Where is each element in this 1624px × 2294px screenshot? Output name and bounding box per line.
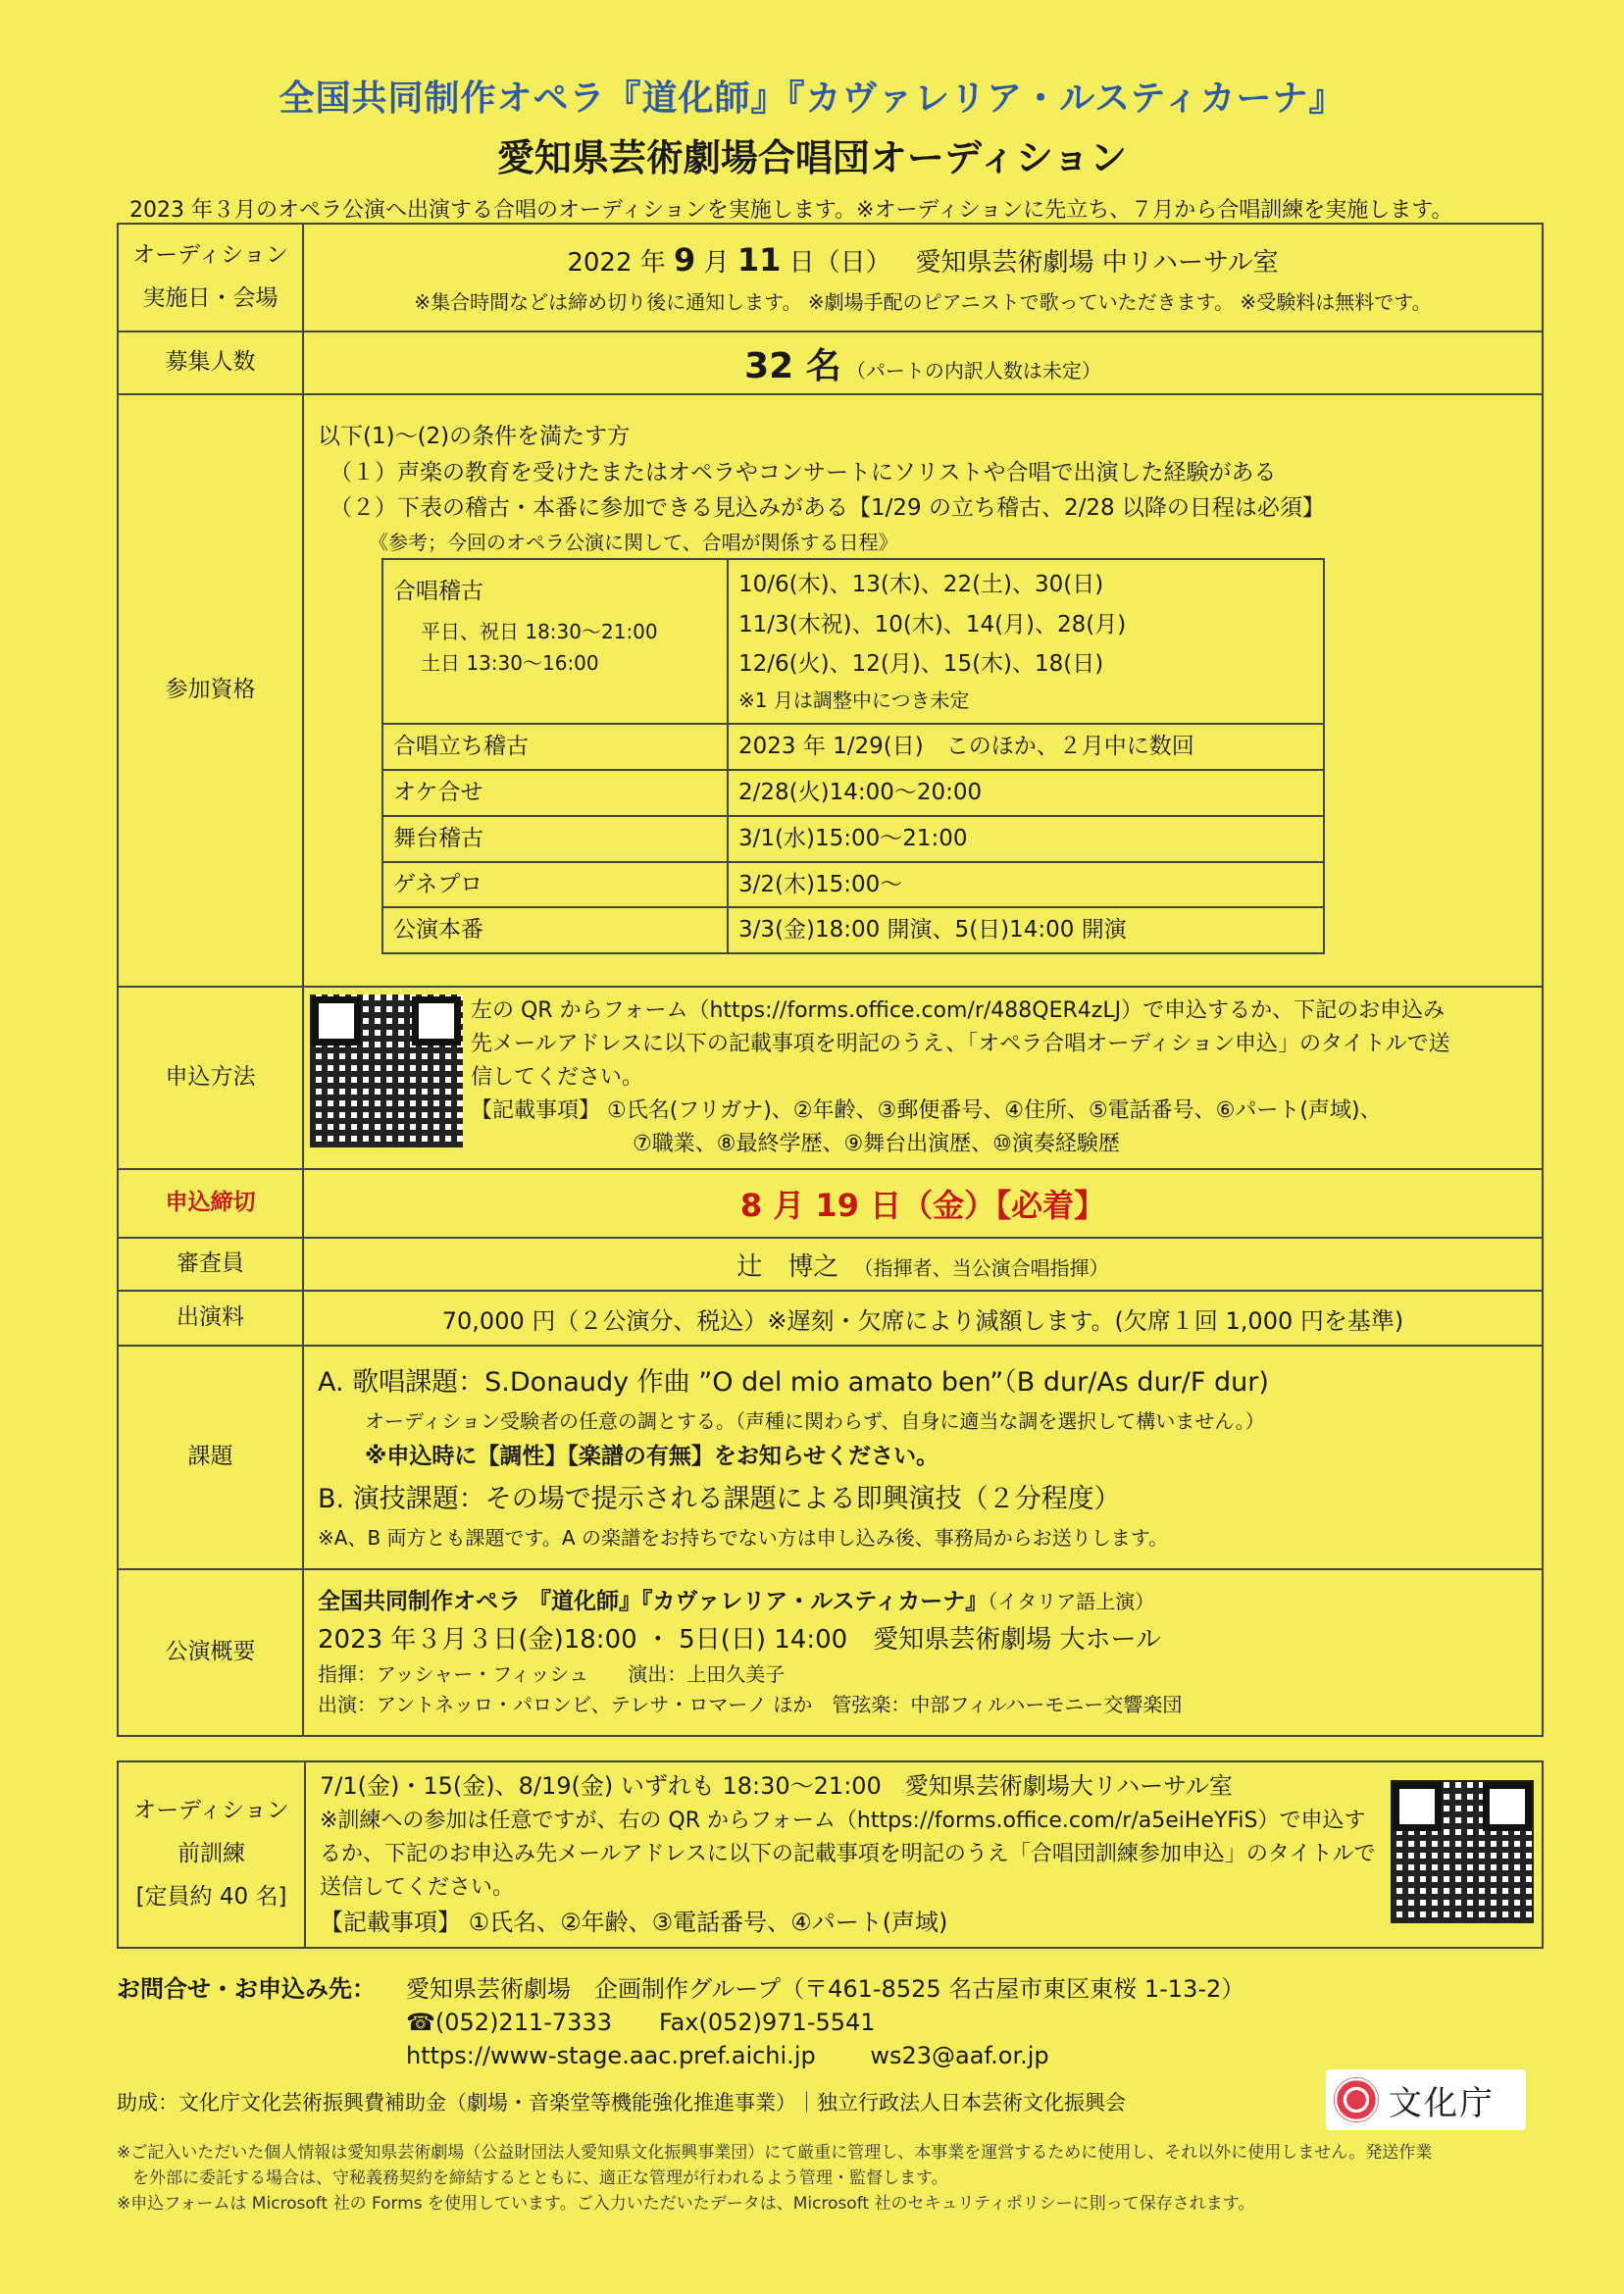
audition-notes: ※集合時間などは締め切り後に通知します。 ※劇場手配のピアニストで歌っていただきます。 ※受験料は無料です。 [414, 289, 1432, 314]
audition-content: 2022 年 9 月 11 日（日） 愛知県芸術劇場 中リハーサル室 ※集合時間などは締め切り後に通知します。 ※劇場手配のピアニストで歌っていただきます。 ※受験料は無料です。 [303, 224, 1543, 331]
forms-note: ※申込フォームは Microsoft 社の Forms を使用しています。ご入力いただいたデータは、Microsoft 社のセキュリティポリシーに則って保存されます。 [117, 2194, 1255, 2214]
info-table [117, 223, 1544, 1737]
schedule-row: 公演本番 3/3(金)18:00 開演、5(日)14:00 開演 [382, 907, 1324, 953]
fee-value: 70,000 円（２公演分、税込）※遅刻・欠席により減額します。(欠席１回 1,000 円を基準) [303, 1291, 1543, 1346]
apply-label: 申込方法 [118, 987, 303, 1169]
contact-org: 愛知県芸術劇場 企画制作グループ（〒461-8525 名古屋市東区東桜 1-13-2） [406, 1975, 1245, 2003]
recruit-content: 32 名 （パートの内訳人数は未定） [303, 331, 1543, 394]
schedule-row: オケ合せ 2/28(火)14:00～20:00 [382, 770, 1324, 816]
recruit-count: 32 名 [744, 345, 841, 386]
contact-web-email[interactable]: https://www-stage.aac.pref.aichi.jp ws23@aaf.or.jp [406, 2042, 1049, 2069]
contact-phone: ☎(052)211-7333 Fax(052)971-5541 [406, 2009, 876, 2036]
schedule-row: 舞台稽古 3/1(水)15:00～21:00 [382, 816, 1324, 862]
deadline-value: 8 月 19 日（金）【必着】 [303, 1169, 1543, 1238]
contact-label: お問合せ・お申込み先： [117, 1975, 376, 2003]
schedule-table [381, 558, 1325, 954]
privacy-note-1: ※ご記入いただいた個人情報は愛知県芸術劇場（公益財団法人愛知県文化振興事業団）にて厳重に管理し、本事業を運営するために使用し、それ以外に使用しません。発送作業 [117, 2143, 1433, 2163]
training-table [117, 1760, 1544, 1949]
training-content: 7/1(金)・15(金)、8/19(金) いずれも 18:30～21:00 愛知県芸術劇場大リハーサル室 ※訓練への参加は任意ですが、右の QR からフォーム（https://forms.office.com/r/a5eiHeYFiS）で申込す るか、下記のお申込み先メールアドレスに以下の記載事項を明記のうえ「合唱団訓練参加申込」のタイトルで 送信してください。 【記載事項】 ①氏名、②年齢、③電話番号、④パート(声域) [305, 1761, 1543, 1948]
task-content: A. 歌唱課題：S.Donaudy 作曲 ”O del mio amato ben”（B dur/As dur/F dur) オーディション受験者の任意の調とする。（声種に関わらず、自身に適当な調を選択して構いません。） ※申込時に【調性】【楽譜の有無】をお知らせください。 B. 演技課題：その場で提示される課題による即興演技（２分程度） ※A、B 両方とも課題です。A の楽譜をお持ちでない方は申し込み後、事務局からお送りします。 [303, 1346, 1543, 1569]
logo-mark-icon [1334, 2077, 1379, 2122]
summary-content: 全国共同制作オペラ 『道化師』『カヴァレリア・ルスティカーナ』（イタリア語上演） 2023 年３月３日(金)18:00 ・ 5日(日) 14:00 愛知県芸術劇場 大ホール 指揮：アッシャー・フィッシュ 演出：上田久美子 出演：アントネッロ・パロンビ、テレサ・ロマーノ ほか 管弦楽：中部フィルハーモニー交響楽団 [303, 1569, 1543, 1736]
apply-qr-code[interactable] [310, 994, 463, 1147]
judge-content: 辻 博之 （指揮者、当公演合唱指揮） [303, 1238, 1543, 1291]
eligibility-label: 参加資格 [118, 394, 303, 987]
training-label: オーディション 前訓練 [定員約 40 名] [118, 1761, 305, 1948]
audition-venue: 愛知県芸術劇場 中リハーサル室 [915, 247, 1279, 278]
privacy-note-2: を外部に委託する場合は、守秘義務契約を締結するとともに、適正な管理が行われるよう管理・監督します。 [132, 2168, 948, 2188]
schedule-row: ゲネプロ 3/2(木)15:00～ [382, 862, 1324, 908]
page-subtitle: 愛知県芸術劇場合唱団オーディション [496, 136, 1128, 179]
judge-label: 審査員 [118, 1238, 303, 1291]
schedule-row: 合唱稽古 平日、祝日 18:30～21:00 土日 13:30～16:00 10/6(木)、13(木)、22(土)、30(日) 11/3(木祝)、10(木)、14(月)、28(月) 12/6(火)、12(月)、15(木)、18(日) ※1 月は調整中につき未定 [382, 559, 1324, 724]
schedule-row: 合唱立ち稽古 2023 年 1/29(日) このほか、２月中に数回 [382, 724, 1324, 770]
fee-label: 出演料 [118, 1291, 303, 1346]
task-label: 課題 [118, 1346, 303, 1569]
summary-label: 公演概要 [118, 1569, 303, 1736]
support-text: 助成：文化庁文化芸術振興費補助金（劇場・音楽堂等機能強化推進事業）｜独立行政法人日本芸術文化振興会 [117, 2091, 1126, 2115]
training-qr-code[interactable] [1391, 1780, 1534, 1923]
intro-text: 2023 年３月のオペラ公演へ出演する合唱のオーディションを実施します。※オーディションに先立ち、７月から合唱訓練を実施します。 [129, 198, 1453, 223]
deadline-label: 申込締切 [118, 1169, 303, 1238]
bunkacho-logo: 文化庁 [1326, 2069, 1526, 2130]
audition-label: オーディション 実施日・会場 [118, 224, 303, 331]
recruit-label: 募集人数 [118, 331, 303, 394]
apply-content: 左の QR からフォーム（https://forms.office.com/r/488QER4zLJ）で申込するか、下記のお申込み 先メールアドレスに以下の記載事項を明記のうえ、「オペラ合唱オーディション申込」のタイトルで送 信してください。 【記載事項】 ①氏名(フリガナ)、②年齢、③郵便番号、④住所、⑤電話番号、⑥パート(声域)、 ⑦職業、⑧最終学歴、⑨舞台出演歴、⑩演奏経験歴 [303, 987, 1543, 1169]
page-title: 全国共同制作オペラ『道化師』『カヴァレリア・ルスティカーナ』 [279, 78, 1345, 119]
eligibility-content: 以下(1)～(2)の条件を満たす方 （１）声楽の教育を受けたまたはオペラやコンサートにソリストや合唱で出演した経験がある （２）下表の稽古・本番に参加できる見込みがある【1/29 の立ち稽古、2/28 以降の日程は必須】 《参考；今回のオペラ公演に関して、合唱が関係する日程》 合唱稽古 平日、祝日 18:30～21:00 土日 13:30～16:00 10/6(木)、13(木)、22(土)、30(日) 11/3(木祝)、10(木)、14(月)、28(月) 12/6(火)、12(月)、15(木)、18(日) ※1 月は調整中につき未定 合唱立ち稽古 2023 年 1/29(日) このほか、２月中に数回 オケ合せ 2/28(火)14:00～20:00 舞台稽古 3/1(水)15:00～21:00 ゲネプロ 3/2(木)15:00～ 公演本番 3/3(金)18:00 開演、5(日)14:00 開演 [303, 394, 1543, 987]
